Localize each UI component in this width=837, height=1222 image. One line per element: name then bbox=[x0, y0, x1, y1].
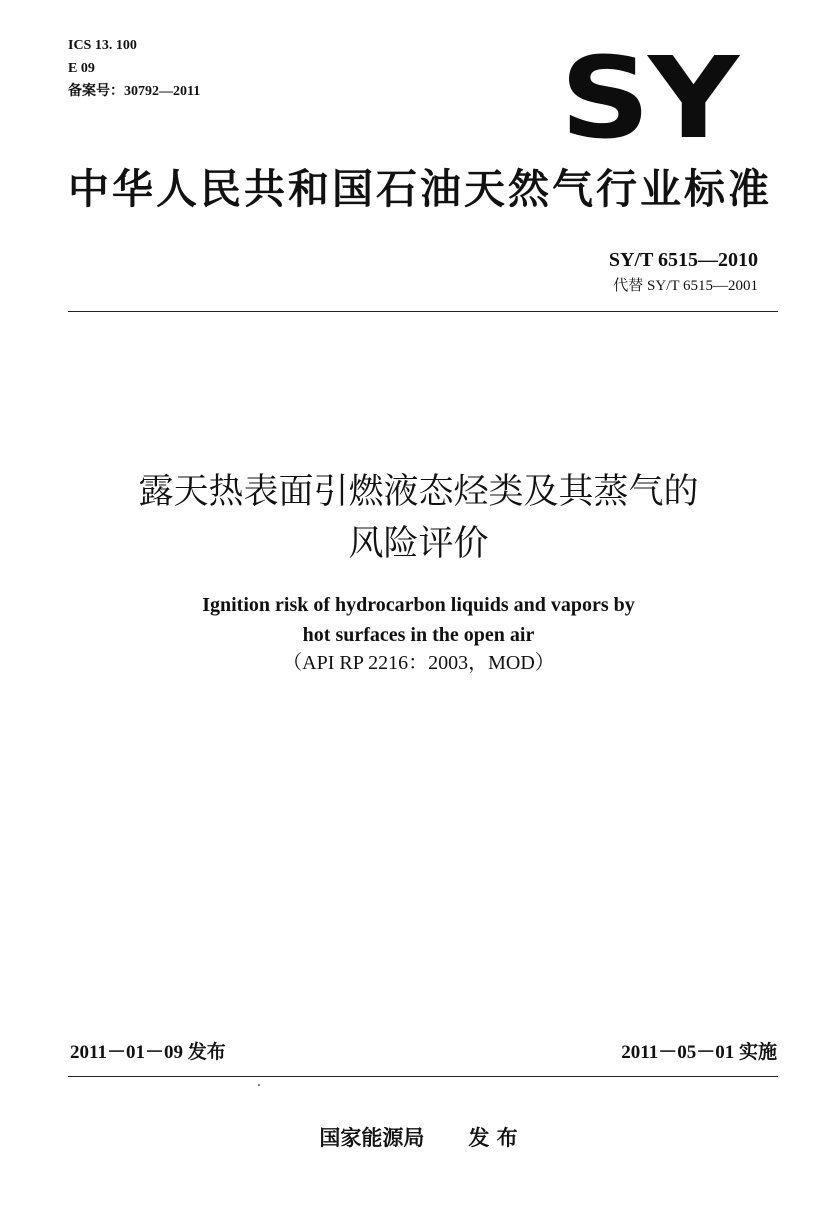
scan-speck bbox=[258, 1084, 260, 1086]
issuing-authority bbox=[0, 1124, 837, 1152]
ics-code: ICS 13. 100 bbox=[68, 38, 137, 53]
adoption-note: （API RP 2216：2003，MOD） bbox=[282, 652, 555, 674]
issuer-name: 国家能源局 bbox=[319, 1126, 425, 1150]
chinese-title-line-2: 风险评价 bbox=[348, 524, 489, 564]
issuer-action: 发 布 bbox=[468, 1126, 518, 1150]
chinese-title-line-1: 露天热表面引燃液态烃类及其蒸气的 bbox=[138, 472, 699, 512]
standard-number: SY/T 6515—2010 bbox=[608, 249, 758, 271]
top-divider bbox=[68, 311, 778, 312]
replaces-standard: 代替 SY/T 6515—2001 bbox=[613, 278, 758, 294]
effective-date: 2011－05－01 实施 bbox=[621, 1042, 777, 1063]
english-title bbox=[0, 590, 837, 650]
english-title-line-2: hot surfaces in the open air bbox=[302, 624, 535, 646]
classification-code: E 09 bbox=[68, 61, 95, 76]
sy-logo: SY bbox=[560, 34, 737, 164]
classification-block bbox=[68, 34, 200, 103]
bottom-divider bbox=[68, 1076, 778, 1077]
issue-date: 2011－01－09 发布 bbox=[70, 1042, 226, 1063]
english-title-line-1: Ignition risk of hydrocarbon liquids and vapors by bbox=[202, 594, 635, 616]
filing-number: 备案号：30792—2011 bbox=[68, 84, 201, 99]
chinese-title bbox=[0, 466, 837, 570]
industry-standard-title: 中华人民共和国石油天然气行业标准 bbox=[68, 165, 772, 213]
